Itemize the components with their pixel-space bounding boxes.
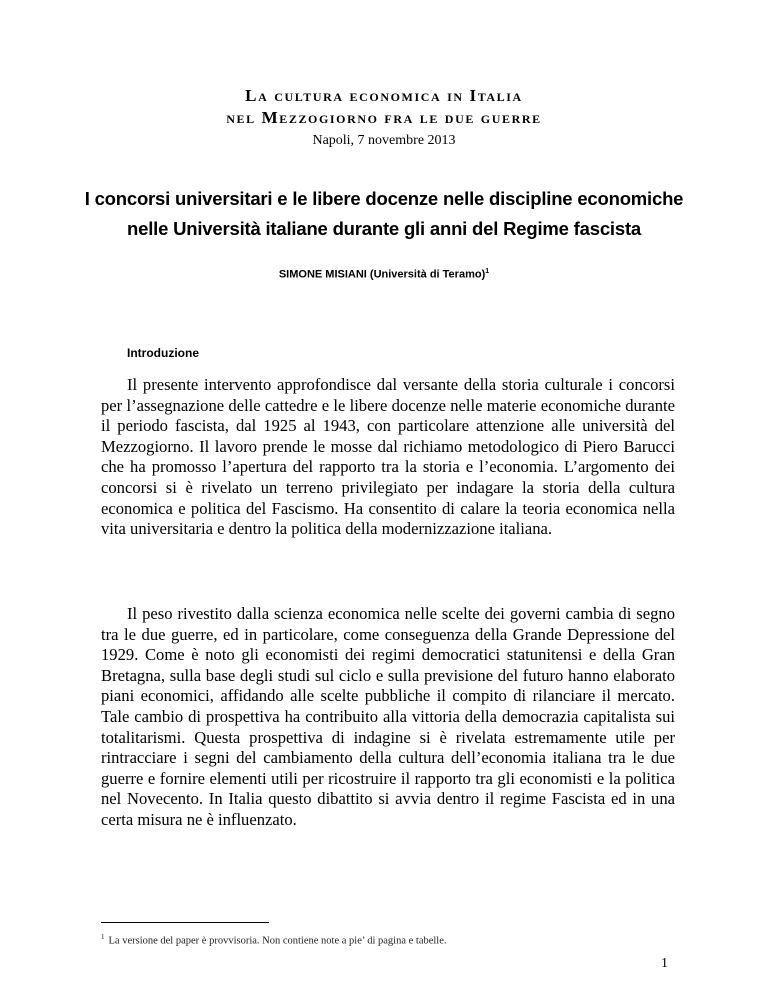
- author-footnote-mark[interactable]: 1: [485, 268, 490, 275]
- footnote: [101, 933, 447, 947]
- body-paragraph-2: Il peso rivestito dalla scienza economica nelle scelte dei governi cambia di segno tra le due guerre, ed in particolare, come conseguenza della Grande Depressione del 1929. Come è noto gli economisti dei regimi democratici statunitensi e della Gran Bretagna, sulla base degli studi sul ciclo e sulla previsione del futuro hanno elaborato piani economici, affidando alle scelte pubbliche il compito di rilanciare il mercato. Tale cambio di prospettiva ha contribuito alla vittoria della democrazia capitalista sui totalitarismi. Questa prospettiva di indagine si è rivelata estremamente utile per rintracciare i segni del cambiamento della cultura dell’economia italiana tra le due guerre e fornire elementi utili per ricostruire il rapporto tra gli economisti e la politica nel Novecento. In Italia questo dibattito si avvia dentro il regime Fascista ed in una certa misura ne è influenzato.: [101, 604, 675, 829]
- footnote-divider: [101, 922, 269, 923]
- author-line: [0, 268, 768, 281]
- paper-title-line2: nelle Università italiane durante gli anni del Regime fascista: [127, 218, 641, 239]
- paper-title-line1: I concorsi universitari e le libere docenze nelle discipline economiche: [84, 188, 684, 209]
- conference-date: Napoli, 7 novembre 2013: [312, 133, 456, 148]
- footnote-mark: 1: [101, 933, 105, 941]
- author-name: SIMONE MISIANI (Università di Teramo): [278, 268, 486, 281]
- conference-title-line2: nel Mezzogiorno fra le due guerre: [226, 108, 542, 127]
- footnote-text: La versione del paper è provvisoria. Non contiene note a pie’ di pagina e tabelle.: [108, 935, 447, 947]
- body-paragraph-1: Il presente intervento approfondisce dal versante della storia culturale i concorsi per l’assegnazione delle cattedre e le libere docenze nelle materie economiche durante il periodo fascista, dal 1925 al 1943, con particolare attenzione alle università del Mezzogiorno. Il lavoro prende le mosse dal richiamo metodologico di Piero Barucci che ha promosso l’apertura del rapporto tra la storia e l’economia. L’argomento dei concorsi si è rivelato un terreno privilegiato per indagare la storia della cultura economica e politica del Fascismo. Ha consentito di calare la teoria economica nella vita universitaria e dentro la politica della modernizzazione italiana.: [101, 375, 675, 539]
- conference-title-line1: La cultura economica in Italia: [245, 86, 523, 105]
- page-number: 1: [661, 956, 668, 971]
- section-heading: Introduzione: [127, 346, 199, 360]
